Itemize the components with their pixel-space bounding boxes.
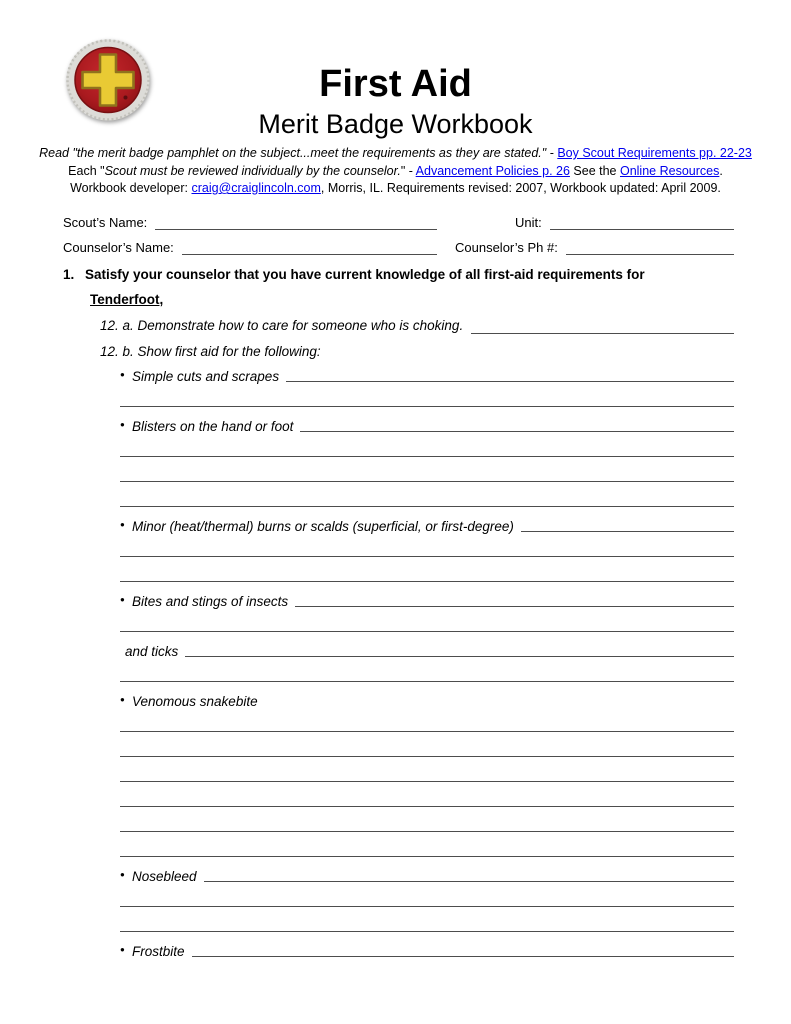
topic-label: Nosebleed	[132, 868, 197, 884]
blank-row	[120, 460, 734, 485]
answer-line[interactable]	[120, 781, 734, 782]
answer-line[interactable]	[120, 556, 734, 557]
blank-row	[120, 735, 734, 760]
counselor-name-line[interactable]	[182, 254, 437, 255]
topic-row-continuation	[120, 635, 734, 660]
scout-name-line[interactable]	[155, 229, 437, 230]
answer-line[interactable]	[204, 881, 734, 882]
bullet-icon: ●	[120, 944, 125, 954]
blank-row	[120, 660, 734, 685]
requirement-12a-row	[100, 313, 734, 334]
topic-row	[120, 585, 734, 610]
requirement-1-section	[63, 267, 734, 960]
requirement-1-heading	[63, 267, 734, 283]
unit-line[interactable]	[550, 229, 734, 230]
bullet-icon: ●	[120, 694, 125, 704]
first-aid-topics-list	[63, 360, 734, 960]
requirement-12b-label: 12. b. Show first aid for the following:	[100, 343, 321, 359]
blank-row	[120, 435, 734, 460]
note-line-1	[0, 145, 791, 163]
blank-row	[120, 760, 734, 785]
topic-label: and ticks	[125, 643, 179, 659]
note2-mid: " -	[400, 163, 416, 178]
blank-row	[120, 535, 734, 560]
merit-badge-emblem	[64, 38, 152, 124]
answer-line[interactable]	[120, 456, 734, 457]
counselor-name-label: Counselor’s Name:	[63, 239, 174, 255]
bullet-icon: ●	[120, 369, 125, 379]
answer-line[interactable]	[120, 506, 734, 507]
blank-row	[120, 610, 734, 635]
topic-row	[120, 860, 734, 885]
answer-line[interactable]	[120, 406, 734, 407]
blank-row	[120, 385, 734, 410]
answer-line[interactable]	[120, 731, 734, 732]
answer-line[interactable]	[120, 906, 734, 907]
advancement-policies-link[interactable]: Advancement Policies p. 26	[415, 163, 570, 178]
answer-line[interactable]	[120, 806, 734, 807]
requirement-12b-row	[100, 338, 734, 359]
note3-prefix: Workbook developer:	[70, 181, 192, 195]
blank-row	[120, 785, 734, 810]
rank-label: Tenderfoot,	[90, 291, 164, 307]
form-row-1	[63, 209, 734, 230]
blank-row	[120, 910, 734, 935]
answer-line[interactable]	[120, 931, 734, 932]
note3-suffix: , Morris, IL. Requirements revised: 2007, Workbook updated: April 2009.	[320, 181, 721, 195]
boy-scout-requirements-link[interactable]: Boy Scout Requirements pp. 22-23	[557, 146, 752, 160]
requirement-number: 1.	[63, 266, 75, 282]
answer-line[interactable]	[120, 856, 734, 857]
requirement-12a-label: 12. a. Demonstrate how to care for someone who is choking.	[100, 317, 464, 333]
topic-label: Bites and stings of insects	[132, 593, 289, 609]
answer-line[interactable]	[300, 431, 734, 432]
answer-line[interactable]	[295, 606, 734, 607]
requirement-text: Satisfy your counselor that you have current knowledge of all first-aid requirements for	[85, 266, 645, 282]
answer-line[interactable]	[192, 956, 734, 957]
topic-row	[120, 360, 734, 385]
answer-line[interactable]	[185, 656, 734, 657]
developer-email-link[interactable]: craig@craiglincoln.com	[191, 181, 321, 195]
bullet-icon: ●	[120, 419, 125, 429]
topic-label: Minor (heat/thermal) burns or scalds (superficial, or first-degree)	[132, 518, 514, 534]
answer-line[interactable]	[120, 681, 734, 682]
unit-label: Unit:	[515, 214, 542, 230]
first-aid-badge-icon	[64, 38, 152, 124]
identification-form	[63, 209, 734, 255]
note2-suffix: .	[719, 163, 723, 178]
bullet-icon: ●	[120, 869, 125, 879]
blank-row	[120, 885, 734, 910]
topic-label: Simple cuts and scrapes	[132, 368, 280, 384]
note2-mid2: See the	[569, 163, 620, 178]
topic-label: Frostbite	[132, 943, 185, 959]
online-resources-link[interactable]: Online Resources	[619, 163, 720, 178]
answer-line[interactable]	[120, 481, 734, 482]
note-line-2	[0, 163, 791, 181]
note-line-3	[0, 180, 791, 198]
counselor-phone-label: Counselor’s Ph #:	[455, 239, 558, 255]
blank-row	[120, 485, 734, 510]
answer-line[interactable]	[120, 631, 734, 632]
topic-label: Blisters on the hand or foot	[132, 418, 294, 434]
answer-line[interactable]	[286, 381, 734, 382]
answer-line[interactable]	[521, 531, 734, 532]
scout-name-label: Scout’s Name:	[63, 214, 148, 230]
note2-prefix: Each "	[68, 163, 105, 178]
rank-heading	[90, 292, 734, 308]
blank-row	[120, 835, 734, 860]
answer-line[interactable]	[471, 333, 734, 334]
answer-line[interactable]	[120, 756, 734, 757]
answer-line[interactable]	[120, 581, 734, 582]
page-title: First Aid	[319, 63, 472, 105]
header-notes	[0, 145, 791, 198]
answer-line[interactable]	[120, 831, 734, 832]
blank-row	[120, 810, 734, 835]
counselor-phone-line[interactable]	[566, 254, 734, 255]
topic-row	[120, 935, 734, 960]
topic-row	[120, 685, 734, 710]
form-row-2	[63, 234, 734, 255]
note1-text: Read "the merit badge pamphlet on the subject...meet the requirements as they are stated." -	[39, 146, 558, 160]
bullet-icon: ●	[120, 519, 125, 529]
note2-quote: Scout must be reviewed individually by the counselor.	[104, 163, 401, 178]
blank-row	[120, 560, 734, 585]
blank-row	[120, 710, 734, 735]
topic-label: Venomous snakebite	[132, 693, 258, 709]
bullet-icon: ●	[120, 594, 125, 604]
topic-row	[120, 410, 734, 435]
topic-row	[120, 510, 734, 535]
page-subtitle: Merit Badge Workbook	[258, 109, 533, 139]
